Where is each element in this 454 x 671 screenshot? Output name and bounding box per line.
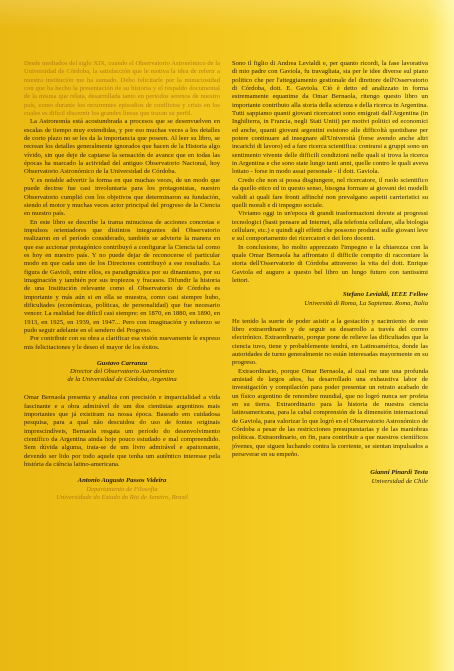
paragraph: Y es notable advertir la forma en que muchas veces, de un modo que puede decirse fue casi involuntaria para los protagonistas, nuestro Observatorio cumplió con los objetivos que determinaron su fundación, siendo el motor y muchas veces actor principal del progreso de la Ciencia en nuestro país. — [24, 176, 220, 218]
paragraph: En este libro se describe la trama minuciosa de acciones concretas e impulsos orientadores que distintos integrantes del Observatorio realizaron en el período considerado, también se advierte la manera en que ese accionar protagónico contribuyó a configurar la Ciencia tal como es hoy en nuestro país. Y no puede dejar de reconocerse el particular modo en que cada uno de los Directores contribuyó a ese resultado. La figura de Gavioli, entre ellos, es paradigmática por su dinamismo, por su imaginación y también por sus tropiezos y fracasos. Difundir la historia de una Institución relevante como el Observatorio de Córdoba es importante y más aún si en ella se muestra, como casi siempre hubo, dificultades (económicas, políticas, de personalidad) que fue necesario vencer. La realidad fue difícil casi siempre: en 1870, en 1880, en 1890, en 1913, en 1925, en 1939, en 1947... Pero con imaginación y esfuerzo se pudo seguir adelante en el sendero del Progreso. — [24, 218, 220, 334]
paragraph: Extraordinario, porque Omar Bernaola, al cual me une una profunda amistad de largos años, ha desarrollado una exhaustiva labor de investigación y compilación para poder presentar un retrato acabado de un físico argentino de renombre mundial, que no logró nunca ser profeta en su tierra. Extraordinario para la historia de nuestra ciencia latinoamericana, para la cabal comprensión de la dimensión internacional de Gaviola, para valorizar lo que logró en el Observatorio Astronómico de Córdoba a pesar de las restricciones presupuestarias y de las maniobras políticas. Extraordinario, en fin, para contribuir a que nuestros científicos jóvenes, que siguen luchando contra la corriente, se sientan impulsados a perseverar en su empeño. — [232, 367, 428, 459]
paragraph: In conclusione, ho molto apprezzato l'impegno e la chiarezza con la quale Omar Bernaola ha affrontato il difficile compito di raccontare la storia dell'Osservatorio di Córdoba attraverso la vita del dott. Enrique Gaviola ed auguro a questo bel libro un lungo futuro con tantissimi lettori. — [232, 243, 428, 284]
signature-block — [232, 291, 428, 307]
paragraph: Por contribuir con su obra a clarificar esa visión nuevamente le expreso mis felicitaciones y le deseo el mayor de los éxitos. — [24, 335, 220, 351]
signature-role: Departamento de Filosofia — [86, 485, 158, 493]
signature-role: Universidade do Estado do Rio de Janeiro, Brasil — [56, 493, 188, 501]
signature-role: Università di Roma, La Sapienza. Roma, Italia — [304, 299, 428, 307]
signature-name: Gianni Pinardi Testa — [370, 469, 428, 477]
signature-block — [232, 469, 428, 485]
paragraph: Desde mediados del siglo XIX, cuando el Observatorio Astronómico de la Universidad de Córdoba, la satisfacción que le motiva la idea de referir a nuestra institución me ha sumado. Debo felicitarle por la minuciosidad con que ha hecho la presentación de su historia y el respaldo documental de la misma que relata, desarrollada tanto en periodos serenos de nuestro país, como durante los recurrentes episodios de conflictos y crisis en los cuales es difícil discernir los grandes líneas que trazan su perfil. — [24, 60, 220, 118]
signature-name: Antonio Augusto Passos Videira — [77, 477, 167, 485]
paragraph: Omar Bernaola presenta y analiza con precisión e imparcialidad a vida fascinante e a obra admirável de um dos cientistas argentinos mais importantes que já existiram na nossa época. Baseado em cuidadosa pesquisa, para a qual não descuidou do uso de fontes originais imprescindíveis, Bernaola resgata um período do desenvolvimento científico da Argentina ainda hoje pouco estudado e mal compreendido. Sem dúvida alguma, trata-se de um livro admirável e apaixonante, devendo ser lido por todo aquele que tenha um autêntico interesse pela história da ciência latino-americana. — [24, 394, 220, 469]
signature-block — [24, 477, 220, 501]
left-column — [24, 60, 220, 502]
signature-name: Stefano Levialdi, IEEE Fellow — [342, 291, 428, 299]
signature-role: Universidad de Chile — [371, 477, 428, 485]
right-column — [232, 60, 428, 486]
signature-role: Director del Observatorio Astronómico — [70, 368, 174, 376]
paragraph: He tenido la suerte de poder asistir a la gestación y nacimiento de este libro extraordinario y de seguir su desarrollo a través del correo electrónico. Extraordinario, porque pone de relieve las dificultades que la ciencia tuvo, tiene y probablemente tendrá, en Latinoamérica, donde las autoridades de turno generalmente no están interesadas mayormente en su progreso. — [232, 317, 428, 367]
signature-name: Gustavo Carranza — [96, 360, 148, 368]
paragraph: La Astronomía está acostumbrada a procesos que se desenvuelven en escalas de tiempo muy extendidas, y por eso muchas veces a los detalles de corto plazo no se les da la importancia que poseen. Al leer su libro, se recrean los detalles generalmente ignorados que hacen de la Historia algo vívido, sin que deje de captarse la sensación de avance que en todas las épocas ha marcado la actividad del antiguo Observatorio Nacional, hoy Observatorio Astronómico de la Universidad de Córdoba. — [24, 118, 220, 176]
paragraph: Sono il figlio di Andrea Levialdi e, per quanto ricordi, la fase lavorativa di mio padre con Gaviola, fu travagliata, sia per le idee diverse sul piano politico che per l'atteggiamento gestionale del direttore dell'Osservatorio di Córdoba, dott. E. Gaviola. Ciò è detto ed analizzato in forma estremamente equanime da Omar Bernaola, ritengo questo libro un importante contributo alla storia della scienza e della ricerca in Argentina. Tutti sappiamo quanti giovani ricercatori sono emigrati dall'Argentina (in Inghilterra, in Francia, negli Stati Uniti) per motivi politici ed economici ed anche, quanti giovani argentini esistono alle difficoltà quotidiane per potere continuare ad insegnare all'Università (forse avendo anche altri incarichi di lavoro) ed a fare ricerca scientifica: contrarsi a gruppi sono un sentimento vivente delle difficili condizioni nelle quali si trova la ricerca in Argentina e che sono state lungo tanti anni, quelle contro le quali aveva lottato - forse in modo assai personale - il dott. Gaviola. — [232, 60, 428, 176]
signature-role: de la Universidad de Córdoba, Argentina — [67, 376, 177, 384]
signature-block — [24, 360, 220, 384]
paragraph: Credo che non si possa disgiungere, nel ricercatore, il ruolo scientifico da quello etico ed in questo senso, bisogna formare ai giovani dei modelli validi ai quali fare fronti affinché non prevalgano aspetti carrieristici su quelli morali e di impegno sociale. — [232, 176, 428, 209]
paragraph: Viviamo oggi in un'epoca di grandi trasformazioni dovute ai progressi tecnologici (basti pensare ad Internet, alla telefonia cellulare, alla biologia cellulare, etc.) e quindi agli effetti che possono prodursi sulle giovani leve e sul comportamento dei ricercatori e dei loro docenti. — [232, 210, 428, 243]
